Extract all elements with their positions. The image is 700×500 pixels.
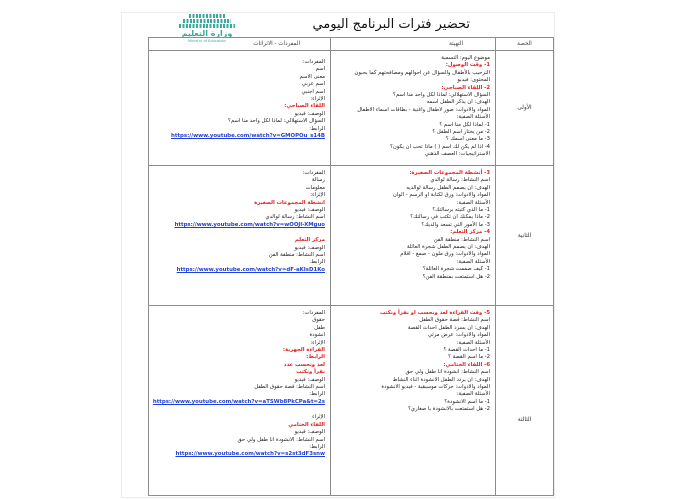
intro-line: الهدف: ان يصمم الطفل رسالة لوالديه	[406, 184, 490, 191]
vocab-line: حقوق	[312, 317, 325, 324]
intro-line: الأسئلة الصفية:	[456, 258, 490, 265]
intro-line: 3- ما معنى اسمك ؟	[445, 136, 490, 143]
vocab-line: الرابط:	[309, 125, 325, 132]
intro-line: 4- اذا لم يكن لك اسم ( ) ماذا تحب ان يكون؟	[390, 143, 490, 150]
vocab-line: الوصف: فيديو	[294, 429, 325, 436]
logo-emblem-icon	[179, 14, 235, 29]
vocab-line: اسم اجنبي	[301, 88, 325, 95]
page-title: تحضير فترات البرنامج اليومي	[312, 17, 470, 32]
intro-line: المواد والادوات: ورق ملون - صمغ - اقلام	[400, 251, 490, 258]
video-link[interactable]: https://www.youtube.com/watch?v=aTSWb8PkCPa&t=2s	[152, 398, 325, 405]
video-link[interactable]: https://www.youtube.com/watch?v=s2st3dF3snw	[175, 451, 325, 458]
intro-heading: 5- وقت القراءة لعد ونحسب او نقرأ ونكتب	[379, 310, 490, 316]
vocab-line: المفردات:	[302, 59, 325, 65]
vocab-line: الوصف: فيديو	[294, 110, 325, 117]
intro-line: الأسئلة الصفية:	[456, 199, 490, 206]
intro-line: 2- ما اسم القصة ؟	[448, 354, 490, 361]
header-vocab: المفردات - الاثرائات	[148, 38, 330, 51]
vocab-line: اسم النشاط: منطقة الفن	[268, 252, 325, 259]
intro-line: اسم النشاط: منطقة الفن	[433, 236, 490, 243]
intro-line: المواد والادوات: ورق لكتابة او الرسم - الوان	[392, 192, 490, 199]
intro-line: 3- ما الأمور التي تسعد والديك؟	[421, 221, 490, 228]
vocab-line: اسم	[315, 66, 325, 73]
intro-line: 1- ما الذي كتبته برسالتك؟	[432, 207, 490, 214]
intro-line: الاستراتيجيات: العصف الذهني	[424, 151, 490, 158]
vocab-cell	[148, 51, 330, 166]
vocab-line: الإثراء	[312, 414, 325, 421]
intro-line: 1- ما اسم الانشودة؟	[444, 398, 490, 405]
intro-line: الهدف: ان يسرد الطفل احداث القصة	[407, 324, 490, 331]
vocab-heading: الرابط:	[306, 354, 325, 361]
period-label: الثانية	[495, 166, 553, 306]
intro-line: 1- ما احداث القصة ؟	[443, 347, 490, 354]
intro-cell	[330, 306, 495, 496]
intro-line: المواد والادوات: عرض مرئي	[427, 332, 490, 339]
intro-line: اسم النشاط: انشودة انا طفل ولي حق	[405, 369, 490, 376]
intro-line: 2- هل استمتعت بمنطقة الفن؟	[422, 273, 490, 280]
vocab-cell	[148, 306, 330, 496]
video-link[interactable]: https://www.youtube.com/watch?v=wOOJl-XMguo	[174, 221, 325, 228]
intro-line: الأسئلة الصفية:	[456, 114, 490, 121]
header-intro: التهيئة	[330, 38, 495, 51]
vocab-line: اسم النشاط: الانشودة انا طفل ولي حق	[237, 436, 325, 443]
vocab-heading: اللقاء الختامي	[288, 421, 325, 428]
program-table	[148, 37, 554, 496]
period-label: الأولى	[495, 51, 553, 166]
intro-line: 2- ماذا يمكنك ان تكتب في رسالتك؟	[410, 214, 490, 221]
vocab-heading: انشطة المجموعات الصغيرة	[254, 199, 325, 206]
vocab-line: طفل	[314, 324, 325, 331]
intro-line: 2- من يختار اسم الطفل ؟	[432, 129, 490, 136]
intro-line: 2- هل استمتعت بالانشودة يا صغاري؟	[408, 406, 490, 413]
vocab-line: انشودة	[309, 332, 325, 339]
intro-heading: 4- مركز التعلم:	[450, 229, 490, 236]
vocab-line: الإثراء:	[310, 96, 325, 103]
intro-heading: 2- اللقاء الصباحي:	[441, 84, 490, 91]
video-link[interactable]: https://www.youtube.com/watch?v=GMOPOu_s14B	[171, 133, 325, 140]
vocab-heading: القراءة الجهرية:	[282, 347, 325, 354]
vocab-line: معلومات	[305, 184, 325, 191]
vocab-line: المفردات:	[302, 170, 325, 176]
vocab-heading: نقرأ ونكتب	[296, 369, 325, 376]
intro-line: السؤال الاستهلالي: لماذا لكل واحد منا اسم؟	[393, 92, 490, 99]
intro-cell	[330, 166, 495, 306]
intro-line: موضوع اليوم: التسمية	[441, 55, 490, 61]
intro-cell	[330, 51, 495, 166]
intro-line: اسم النشاط: رسالة لوالدي	[430, 177, 490, 184]
vocab-line: الوصف: فيديو	[294, 207, 325, 214]
vocab-line: اسم النشاط: رسالة لوالدي	[265, 214, 325, 221]
intro-line: الترحيب بالأطفال والسؤال عن احوالهم ومصافحتهم كما يحبون	[354, 69, 490, 76]
intro-line: 1- كيف صممت شجرة العائلة؟	[422, 266, 490, 273]
intro-line: المواد والادوات: صور لاطفال واغنية - بطاقات اسماء الاطفال	[357, 106, 490, 113]
header-period: الحصة	[495, 38, 553, 51]
intro-line: المواد والادوات: حركات موسيقية - فيديو الانشودة	[381, 384, 490, 391]
period-label: الثالثة	[495, 306, 553, 496]
intro-line: الأسئلة الصفية:	[456, 339, 490, 346]
vocab-line: الرابط:	[309, 259, 325, 266]
intro-line: 1- لماذا لكل منا اسم ؟	[439, 121, 490, 128]
vocab-heading: مركز التعلم	[294, 237, 325, 244]
vocab-line: الوصف: فيديو	[294, 244, 325, 251]
intro-line: الهدف: ان يردد الطفل الانشودة اثناء النشاط	[392, 376, 490, 383]
vocab-line: الوصف: فيديو	[294, 376, 325, 383]
vocab-line: الرابط:	[309, 391, 325, 398]
vocab-cell	[148, 166, 330, 306]
vocab-line: معنى الاسم	[299, 73, 325, 80]
vocab-line: السؤال الاستهلالي: لماذا لكل واحد منا اسم؟	[228, 118, 325, 125]
intro-heading: 3- أنشطة المجموعات الصغيرة:	[409, 170, 490, 176]
intro-heading: 1- وقت الوصول:	[445, 62, 490, 69]
vocab-line: اسم عربي	[301, 81, 325, 88]
vocab-line: اسم النشاط: قصة حقوق الطفل	[254, 384, 325, 391]
intro-line: الأسئلة الصفية:	[456, 391, 490, 398]
vocab-line: الإثراء:	[310, 339, 325, 346]
vocab-line: رسالة	[311, 177, 325, 184]
intro-line: الهدف: ان يذكر الطفل اسمه	[426, 99, 490, 106]
intro-line: الهدف: ان يصمم الطفل شجرة العائلة	[406, 244, 490, 251]
vocab-line: الإثراء:	[310, 192, 325, 199]
vocab-line: الرابط:	[309, 443, 325, 450]
vocab-heading: اللقاء الصباحي:	[284, 103, 325, 110]
video-link[interactable]: https://www.youtube.com/watch?v=dF-aKIsD1Ko	[176, 266, 325, 273]
logo-english-text: Ministry of Education	[188, 39, 226, 43]
intro-heading: 6- اللقاء الختامي:	[443, 361, 490, 368]
vocab-line: المفردات:	[302, 310, 325, 316]
logo-arabic-text: وزارة التعليم	[181, 29, 233, 38]
intro-line: اسم النشاط: قصة حقوق الطفل	[419, 317, 490, 324]
intro-line: المحتوى: فيديو	[457, 77, 490, 84]
vocab-heading: لعد ونحسب عدد	[283, 361, 325, 368]
